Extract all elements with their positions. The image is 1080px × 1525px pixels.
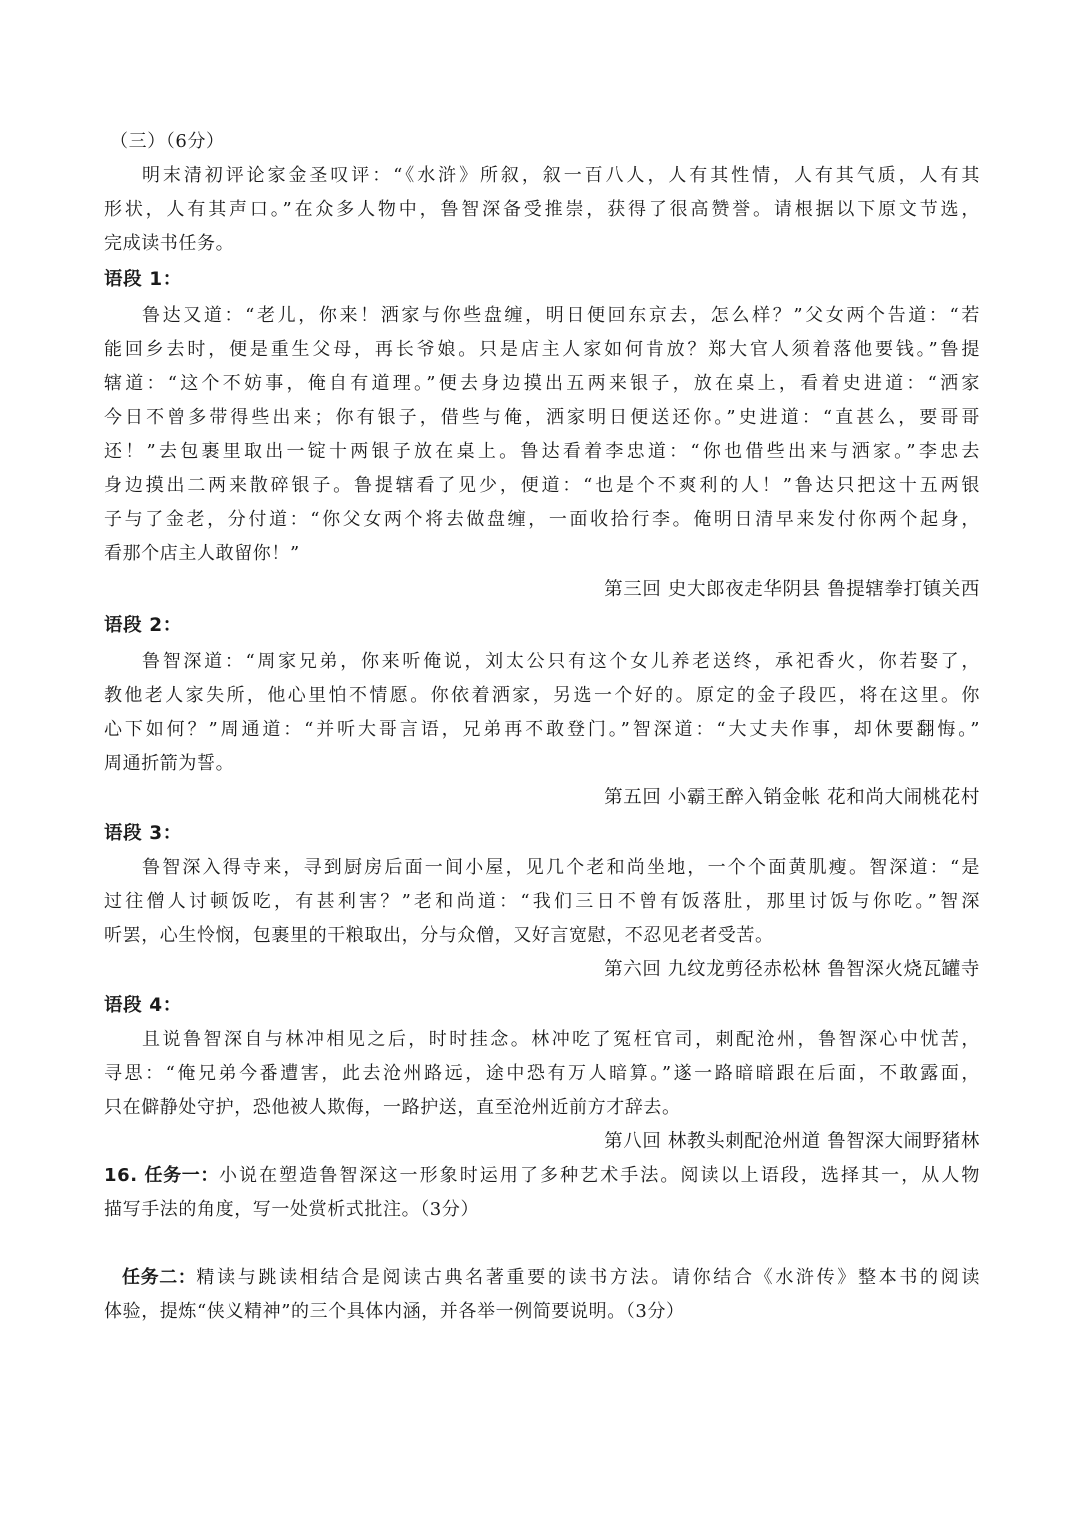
- passage-line: 鲁达又道：“老儿，你来！洒家与你些盘缠，明日便回东京去，怎么样？”父女两个告道：“若: [142, 305, 980, 326]
- passage-line: 能回乡去时，便是重生父母，再长爷娘。只是店主人家如何肯放？郑大官人须着落他要钱。”鲁提: [104, 339, 980, 360]
- intro-line: 完成读书任务。: [104, 233, 235, 254]
- intro-line: 形状，人有其声口。”在众多人物中，鲁智深备受推崇，获得了很高赞誉。请根据以下原文节选，: [104, 199, 980, 220]
- passage-line: 心下如何？”周通道：“并听大哥言语，兄弟再不敢登门。”智深道：“大丈夫作事，却休要翻悔。”: [104, 719, 980, 740]
- passage-line: 且说鲁智深自与林冲相见之后，时时挂念。林冲吃了冤枉官司，刺配沧州，鲁智深心中忧苦，: [142, 1029, 980, 1050]
- intro-line: 明末清初评论家金圣叹评：“《水浒》所叙，叙一百八人，人有其性情，人有其气质，人有其: [142, 165, 980, 186]
- passage-line: 鲁智深入得寺来，寻到厨房后面一间小屋，见几个老和尚坐地，一个个面黄肌瘦。智深道：“是: [142, 857, 980, 878]
- passage-line: 身边摸出二两来散碎银子。鲁提辖看了见少，便道：“也是个不爽利的人！”鲁达只把这十五两银: [104, 475, 980, 496]
- passage-line: 看那个店主人敢留你！”: [104, 543, 300, 564]
- passage-source: 第六回 九纹龙剪径赤松林 鲁智深火烧瓦罐寺: [604, 959, 980, 980]
- passage-line: 教他老人家失所，他心里怕不情愿。你依着洒家，另选一个好的。原定的金子段匹，将在这里。你: [104, 685, 980, 706]
- task2-text: 精读与跳读相结合是阅读古典名著重要的读书方法。请你结合《水浒传》整本书的阅读: [196, 1267, 980, 1288]
- passage-line: 听罢，心生怜悯，包裹里的干粮取出，分与众僧，又好言宽慰，不忍见老者受苦。: [104, 925, 774, 946]
- passage-line: 过往僧人讨顿饭吃，有甚利害？”老和尚道：“我们三日不曾有饭落肚，那里讨饭与你吃。”智深: [104, 891, 980, 912]
- passage-label: 语段 3：: [104, 823, 182, 844]
- passage-source: 第三回 史大郎夜走华阴县 鲁提辖拳打镇关西: [604, 579, 980, 600]
- task2-text: 体验，提炼“侠义精神”的三个具体内涵，并各举一例简要说明。（3分）: [104, 1301, 685, 1322]
- passage-line: 辖道：“这个不妨事，俺自有道理。”便去身边摸出五两来银子，放在桌上，看着史进道：“洒家: [104, 373, 980, 394]
- passage-label: 语段 4：: [104, 995, 182, 1016]
- passage-source: 第五回 小霸王醉入销金帐 花和尚大闹桃花村: [604, 787, 980, 808]
- passage-label: 语段 2：: [104, 615, 182, 636]
- task1-text: 描写手法的角度，写一处赏析式批注。（3分）: [104, 1199, 480, 1220]
- task1-label: 16. 任务一：: [104, 1165, 219, 1186]
- passage-label: 语段 1：: [104, 269, 182, 290]
- passage-line: 子与了金老，分付道：“你父女两个将去做盘缠，一面收拾行李。俺明日清早来发付你两个起身，: [104, 509, 980, 530]
- task2-line: [122, 1266, 980, 1290]
- task1-line: [104, 1164, 980, 1188]
- task1-text: 小说在塑造鲁智深这一形象时运用了多种艺术手法。阅读以上语段，选择其一，从人物: [218, 1165, 980, 1186]
- passage-line: 周通折箭为誓。: [104, 753, 235, 774]
- passage-line: 鲁智深道：“周家兄弟，你来听俺说，刘太公只有这个女儿养老送终，承祀香火，你若娶了，: [142, 651, 980, 672]
- passage-line: 还！”去包裹里取出一锭十两银子放在桌上。鲁达看着李忠道：“你也借些出来与洒家。”李忠去: [104, 441, 980, 462]
- task2-label: 任务二：: [122, 1267, 197, 1288]
- passage-line: 只在僻静处守护，恐他被人欺侮，一路护送，直至沧州近前方才辞去。: [104, 1097, 681, 1118]
- passage-source: 第八回 林教头刺配沧州道 鲁智深大闹野猪林: [604, 1131, 980, 1152]
- passage-line: 今日不曾多带得些出来；你有银子，借些与俺，洒家明日便送还你。”史进道：“直甚么，要哥哥: [104, 407, 980, 428]
- passage-line: 寻思：“俺兄弟今番遭害，此去沧州路远，途中恐有万人暗算。”遂一路暗暗跟在后面，不敢露面，: [104, 1063, 980, 1084]
- section-title: （三）（6分）: [110, 131, 225, 152]
